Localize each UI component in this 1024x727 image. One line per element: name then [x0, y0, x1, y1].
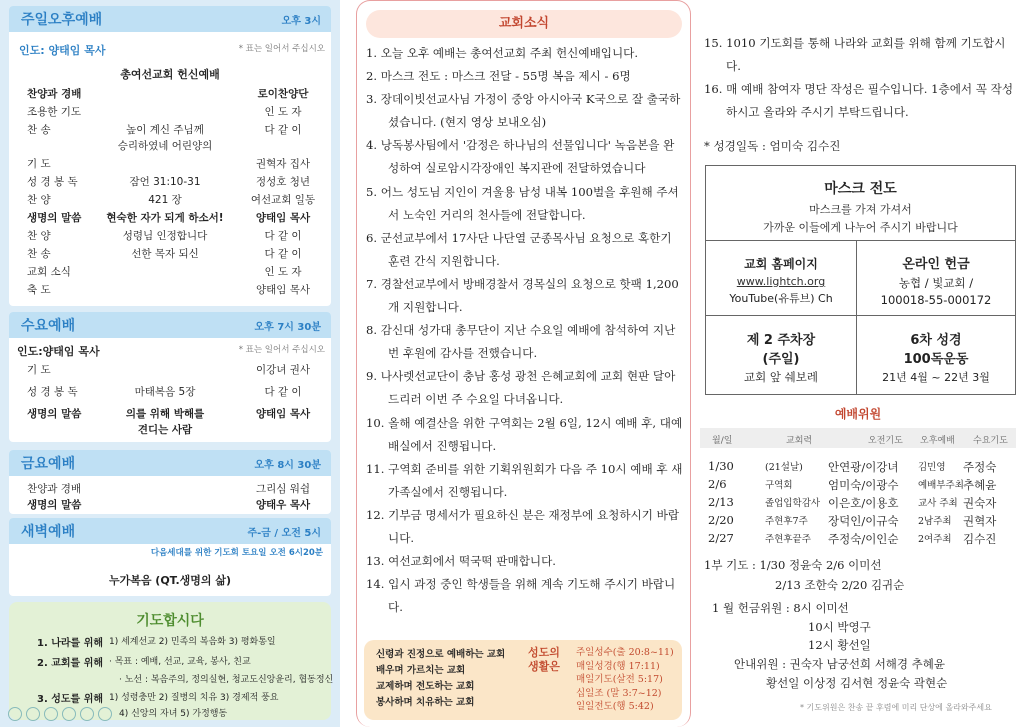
mask-box	[705, 165, 1016, 241]
usher-line-1: 안내위원 : 권숙자 남궁선희 서해경 추혜윤	[734, 657, 946, 671]
wednesday-time: 오후 7시 30분	[254, 321, 321, 333]
bible-box	[856, 315, 1016, 395]
sunday-title: 주일오후예배	[21, 12, 103, 28]
sunday-row-person: 인 도 자	[264, 106, 302, 118]
dawn-header	[9, 518, 331, 544]
prayer-text: · 노선 : 복음주의, 정의실현, 청교도신앙윤리, 협동정신	[119, 675, 334, 685]
offer-line-1: 1 월 헌금위원 : 8시 이미선	[712, 601, 849, 615]
sunday-row-content: 421 장	[148, 194, 182, 206]
wednesday-row-content: 의를 위해 박해를	[125, 408, 205, 420]
usher-line-2: 황선일 이상정 김서현 정윤숙 곽현순	[766, 676, 948, 690]
committee-cell: 예배부주최	[918, 480, 964, 491]
committee-header: 교회력	[786, 436, 813, 446]
committee-footnote: * 기도위원은 찬송 끝 후렴에 미리 단상에 올라와주세요	[800, 703, 992, 712]
wednesday-row-person: 양태임 목사	[255, 408, 311, 420]
slogan-label-1: 성도의	[528, 646, 560, 659]
news-list-continued	[704, 32, 1016, 124]
homepage-box	[705, 240, 857, 316]
life-line: 일일전도(행 5:42)	[576, 701, 654, 712]
prayer-heading: 1. 나라를 위해	[37, 638, 104, 649]
committee-cell: 이은호/이용호	[828, 496, 899, 510]
committee-cell: 장덕인/이규숙	[828, 514, 899, 528]
committee-cell: 교사 주최	[918, 498, 958, 509]
sunday-row-person: 양태임 목사	[255, 284, 311, 296]
friday-title: 금요예배	[21, 456, 76, 472]
wednesday-row-item: 기 도	[27, 364, 51, 376]
news-item: 5. 어느 성도님 지인이 겨울용 남성 내복 100벌을 후원해 주셔서 노숙인 거리의 천사들에 전달합니다.	[366, 184, 679, 222]
news-item: 10. 올해 예결산을 위한 구역회는 2월 6일, 12시 예배 후, 대예배실에서 진행됩니다.	[366, 415, 683, 453]
mask-title: 마스크 전도	[824, 181, 897, 197]
sunday-row-item: 찬 송	[27, 124, 51, 136]
committee-cell: 2여주최	[918, 534, 952, 545]
slogan-line: 신령과 진정으로 예배하는 교회	[376, 649, 506, 660]
news-item: 2. 마스크 전도 : 마스크 전달 - 55명 복음 제시 - 6명	[366, 69, 631, 84]
offering-box	[856, 240, 1016, 316]
slogan-line: 배우며 가르치는 교회	[376, 665, 466, 676]
sunday-row-person: 양태임 목사	[255, 212, 311, 224]
news-item: 6. 군선교부에서 17사단 나단열 군종목사님 요청으로 혹한기 훈련 간식 지원합니다.	[366, 230, 672, 268]
sunday-row-item: 기 도	[27, 158, 51, 170]
sunday-row-item: 찬 양	[27, 230, 51, 242]
news-item: 9. 나사렛선교단이 충남 홍성 광천 은혜교회에 교회 현판 달아드리러 이번 주 수요일 다녀옵니다.	[366, 369, 676, 407]
committee-cell: 2/27	[708, 531, 734, 545]
committee-cell: 1/30	[708, 459, 734, 473]
sunday-row-person: 정성호 청년	[255, 176, 311, 188]
circle-icon	[62, 707, 76, 721]
committee-cell: 안연광/이강녀	[828, 460, 899, 474]
homepage-link[interactable]: www.lightch.org	[736, 275, 826, 288]
news-item: 4. 낭독봉사팀에서 '감정은 하나님의 선물입니다' 녹음본을 완성하여 실로암시각장애인 복지관에 전달하였습니다	[366, 138, 675, 176]
prayer-text: · 목표 : 예배, 선교, 교육, 봉사, 친교	[109, 657, 251, 667]
committee-cell: 권혁자	[963, 514, 997, 528]
life-line: 십일조 (말 3:7~12)	[576, 687, 662, 699]
committee-cell: 주정숙/이인순	[828, 532, 899, 546]
slogan-label	[528, 646, 560, 674]
news-item: 7. 경찰선교부에서 방배경찰서 경목실의 요청으로 핫팩 1,200개 지원합니다.	[366, 276, 679, 315]
news-item: 1. 오늘 오후 예배는 총여선교회 주최 헌신예배입니다.	[366, 46, 639, 60]
news-item: 13. 여선교회에서 떡국떡 판매합니다.	[366, 554, 556, 569]
committee-header-row	[700, 428, 1016, 448]
committee-header: 오후예배	[920, 436, 955, 446]
sunday-row-item: 찬양과 경배	[27, 88, 82, 100]
wednesday-row-person: 다 같 이	[264, 386, 302, 398]
wednesday-header	[9, 312, 331, 338]
prayer-title: 기도합시다	[136, 613, 204, 629]
news-item: 8. 감신대 성가대 총무단이 지난 수요일 예배에 참석하여 지난번 후원에 감사를 전했습니다.	[366, 323, 676, 361]
sunday-row-item: 성 경 봉 독	[27, 176, 78, 188]
offer-line-2: 10시 박영구	[808, 620, 871, 634]
news-title: 교회소식	[366, 10, 682, 38]
committee-cell: 김민영	[918, 462, 946, 473]
life-line: 매일기도(살전 5:17)	[576, 674, 663, 685]
friday-row-person: 양태우 목사	[255, 499, 311, 511]
offer-line-3: 12시 황선일	[808, 638, 871, 652]
dawn-book: 누가복음 (QT.생명의 삶)	[108, 574, 232, 587]
sunday-row-item: 조용한 기도	[27, 106, 82, 118]
youtube-channel: YouTube(유튜브) Ch	[729, 292, 833, 305]
wednesday-row-item: 성 경 봉 독	[27, 386, 78, 398]
news-item: 11. 구역회 준비를 위한 기획위원회가 다음 주 10시 예배 후 새가족실에서 진행됩니다.	[366, 461, 683, 499]
offering-bank: 농협 / 빛교회 /	[898, 276, 974, 290]
friday-header	[9, 450, 331, 476]
life-line: 주일성수(출 20:8~11)	[576, 647, 674, 658]
wednesday-note: * 표는 일어서 주십시오	[238, 345, 325, 355]
sunday-time: 오후 3시	[281, 15, 321, 27]
committee-cell: 구역회	[765, 480, 793, 491]
parking-title: 제 2 주차장	[746, 333, 816, 348]
sunday-subtitle: 총여선교회 헌신예배	[120, 68, 220, 81]
wednesday-row-content: 견디는 사람	[137, 424, 193, 436]
slogan-line: 봉사하며 치유하는 교회	[376, 697, 475, 708]
bible-sub: 100독운동	[903, 352, 969, 367]
sunday-row-content: 높이 계신 주님께	[126, 124, 204, 136]
sunday-row-content: 현숙한 자가 되게 하소서!	[106, 212, 224, 224]
wednesday-leader: 인도:양태임 목사	[17, 345, 100, 358]
offering-title: 온라인 헌금	[902, 257, 970, 272]
homepage-title: 교회 홈페이지	[744, 257, 818, 271]
prayer-line-2: 2/13 조한숙 2/20 김귀순	[775, 578, 905, 592]
sunday-note: * 표는 일어서 주십시오	[238, 44, 325, 54]
dawn-note: 다음세대를 위한 기도회 토요일 오전 6시20분	[150, 548, 323, 558]
sunday-service-section	[9, 6, 331, 306]
prayer-line-1: 1부 기도 : 1/30 정윤숙 2/6 이미선	[704, 558, 882, 572]
sunday-row-person: 로이찬양단	[257, 88, 309, 100]
committee-header: 오전기도	[868, 436, 903, 446]
prayer-section	[9, 602, 334, 720]
news-item: 14. 입시 과정 중인 학생들을 위해 계속 기도해 주시기 바랍니다.	[366, 577, 676, 615]
news-item: 3. 장데이빗선교사님 가정이 중앙 아시아국 K국으로 잘 출국하셨습니다. (현지 영상 보내오심)	[366, 92, 681, 130]
bible-title: 6차 성경	[910, 333, 962, 348]
sunday-row-item: 축 도	[27, 284, 51, 296]
committee-cell: 김수진	[963, 532, 997, 546]
circle-icon	[8, 707, 22, 721]
friday-time: 오후 8시 30분	[254, 459, 321, 471]
life-line: 매일성경(행 17:11)	[576, 660, 660, 672]
wednesday-row-content: 마태복음 5장	[134, 386, 196, 398]
circle-icon	[80, 707, 94, 721]
committee-cell: 추혜윤	[963, 478, 997, 492]
sunday-header	[9, 6, 331, 32]
dawn-service-section	[9, 518, 331, 596]
sunday-row-item: 찬 송	[27, 248, 51, 260]
prayer-text: 1) 성령충만 2) 질병의 치유 3) 경제적 풍요	[109, 693, 279, 703]
committee-cell: 엄미숙/이광수	[828, 478, 899, 492]
parking-box	[705, 315, 857, 395]
bible-period: 21년 4월 ~ 22년 3월	[882, 371, 990, 384]
sunday-row-person: 권혁자 집사	[255, 158, 311, 170]
news-list	[366, 42, 684, 619]
committee-cell: (21설날)	[765, 462, 803, 473]
sunday-row-item: 찬 양	[27, 194, 51, 206]
friday-row-person: 그리심 워쉽	[255, 483, 311, 495]
committee-cell: 2남주최	[918, 516, 952, 527]
committee-cell: 주현후7주	[765, 516, 808, 527]
prayer-text: 1) 세계선교 2) 민족의 복음화 3) 평화통일	[109, 637, 276, 647]
committee-header: 수요기도	[973, 436, 1008, 446]
wednesday-row-item: 생명의 말씀	[27, 408, 82, 420]
sunday-row-content: 승리하였네 어린양의	[117, 140, 213, 152]
mask-line-1: 마스크를 가져 가셔서	[809, 203, 912, 216]
committee-title: 예배위원	[834, 407, 882, 421]
sunday-row-content: 잠언 31:10-31	[129, 176, 201, 188]
bible-reading: * 성경일독 : 엄미숙 김수진	[704, 139, 841, 153]
committee-cell: 주현후끝주	[765, 534, 811, 545]
sunday-row-person: 여선교회 일동	[250, 194, 316, 206]
friday-row-item: 생명의 말씀	[27, 499, 82, 511]
sunday-row-item: 교회 소식	[27, 266, 71, 278]
sunday-row-person: 다 같 이	[264, 230, 302, 242]
news-item: 15. 1010 기도회를 통해 나라와 교회를 위해 함께 기도합시다.	[704, 36, 1006, 73]
prayer-heading: 3. 성도를 위해	[37, 694, 104, 705]
slogan-label-2: 생활은	[528, 660, 560, 673]
sunday-row-person: 인 도 자	[264, 266, 302, 278]
sunday-row-content: 성령님 인정합니다	[122, 230, 208, 242]
prayer-text: 4) 신앙의 자녀 5) 가정행동	[119, 709, 228, 719]
news-item: 16. 매 예배 참여자 명단 작성은 필수입니다. 1층에서 꼭 작성하시고 올라와 주시기 부탁드립니다.	[704, 82, 1014, 119]
committee-cell: 2/13	[708, 495, 734, 509]
sunday-row-content: 선한 목자 되신	[131, 248, 199, 260]
dawn-title: 새벽예배	[21, 524, 76, 540]
wednesday-service-section	[9, 312, 331, 442]
parking-sub: (주일)	[762, 352, 800, 367]
committee-cell: 졸업입학감사	[765, 498, 821, 509]
news-item: 12. 기부금 명세서가 필요하신 분은 재정부에 요청하시기 바랍니다.	[366, 507, 680, 545]
wednesday-row-person: 이강녀 권사	[255, 364, 311, 376]
sunday-row-person: 다 같 이	[264, 124, 302, 136]
sunday-row-person: 다 같 이	[264, 248, 302, 260]
circle-icon	[98, 707, 112, 721]
sunday-leader: 인도: 양태임 목사	[19, 44, 106, 57]
dawn-time: 주-금 / 오전 5시	[247, 527, 321, 539]
offering-account: 100018-55-000172	[880, 293, 992, 307]
parking-location: 교회 앞 쉐보레	[744, 370, 818, 384]
left-panel	[0, 0, 340, 727]
committee-cell: 2/6	[708, 477, 727, 491]
circle-icon	[26, 707, 40, 721]
wednesday-title: 수요예배	[21, 318, 76, 334]
footer-icons	[8, 707, 112, 721]
committee-cell: 권숙자	[963, 496, 997, 510]
committee-cell: 2/20	[708, 513, 734, 527]
prayer-heading: 2. 교회를 위해	[37, 658, 104, 669]
slogan-line: 교제하며 전도하는 교회	[376, 681, 475, 692]
friday-service-section	[9, 450, 331, 514]
committee-header: 월/일	[712, 436, 733, 446]
sunday-row-item: 생명의 말씀	[27, 212, 82, 224]
committee-cell: 주정숙	[963, 460, 997, 474]
friday-row-item: 찬양과 경배	[27, 483, 82, 495]
slogan-box	[364, 640, 682, 720]
circle-icon	[44, 707, 58, 721]
mask-line-2: 가까운 이들에게 나누어 주시기 바랍니다	[763, 221, 958, 234]
